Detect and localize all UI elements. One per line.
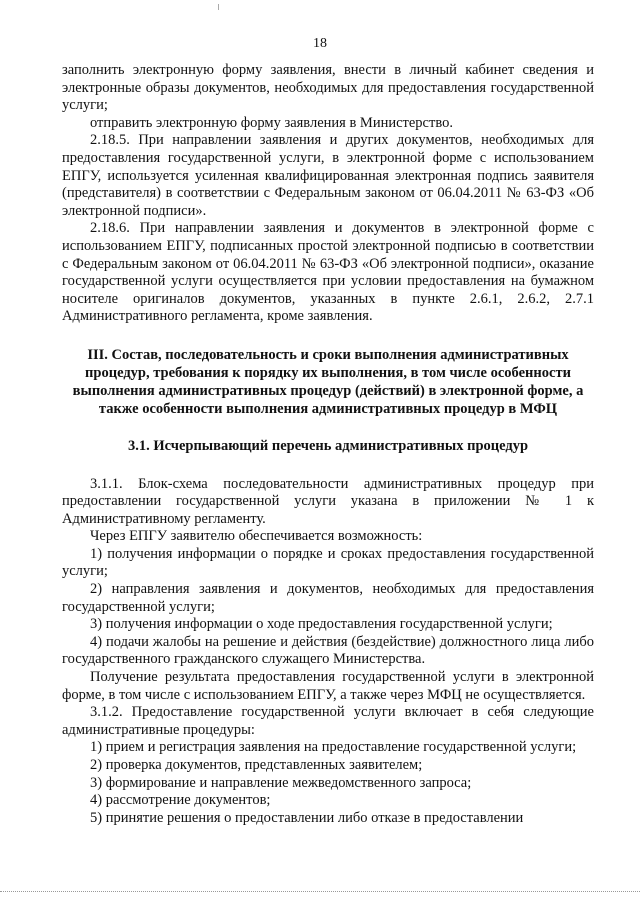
subsection-heading: 3.1. Исчерпывающий перечень административных процедур bbox=[127, 437, 529, 454]
section-heading: III. Состав, последовательность и сроки выполнения административных процедур, требования к порядку их выполнения, в том числе особенности выполнения административных процедур (действий) в электронной форме, а также особенности выполнения административных процедур в МФЦ bbox=[72, 346, 584, 417]
list-item: 5) принятие решения о предоставлении либо отказе в предоставлении bbox=[90, 809, 524, 826]
list-item: 2) направления заявления и документов, необходимых для предоставления государственной услуги; bbox=[62, 581, 594, 615]
paragraph: 3.1.2. Предоставление государственной услуги включает в себя следующие административные процедуры: bbox=[62, 704, 594, 738]
paragraph: 2.18.6. При направлении заявления и документов в электронной форме с использованием ЕПГУ, подписанных простой электронной подписью в соответствии с Федеральным законом от 06.04.2011 № 63-ФЗ «Об электронной подписи», оказание государственной услуги осуществляется при условии предоставления на бумажном носителе оригиналов документов, указанных в пункте 2.6.1, 2.6.2, 2.7.1 Административного регламента, кроме заявления. bbox=[62, 220, 594, 325]
list-item: 4) рассмотрение документов; bbox=[90, 792, 271, 809]
list-item: 1) получения информации о порядке и сроках предоставления государственной услуги; bbox=[62, 545, 594, 580]
list-item: 3) формирование и направление межведомственного запроса; bbox=[90, 774, 472, 791]
paragraph: 3.1.1. Блок-схема последовательности административных процедур при предоставлении государственной услуги указана в приложении № 1 к Административному регламенту. bbox=[62, 475, 594, 527]
paragraph: отправить электронную форму заявления в Министерство. bbox=[90, 114, 453, 131]
scan-mark bbox=[218, 4, 219, 10]
list-item: 2) проверка документов, представленных заявителем; bbox=[90, 757, 423, 773]
paragraph: 2.18.5. При направлении заявления и других документов, необходимых для предоставления государственной услуги, в электронной форме с использованием ЕПГУ, используется усиленная квалифицированная электронная подпись заявителя (представителя) в соответствии с Федеральным законом от 06.04.2011 № 63-ФЗ «Об электронной подписи». bbox=[62, 132, 594, 219]
paragraph: Через ЕПГУ заявителю обеспечивается возможность: bbox=[90, 528, 423, 545]
page-number: 18 bbox=[313, 36, 327, 51]
list-item: 4) подачи жалобы на решение и действия (бездействие) должностного лица либо государственного гражданского служащего Министерства. bbox=[62, 633, 594, 668]
paragraph: заполнить электронную форму заявления, внести в личный кабинет сведения и электронные образы документов, необходимых для предоставления государственной услуги; bbox=[62, 62, 594, 114]
document-body bbox=[62, 62, 594, 827]
paragraph: Получение результата предоставления государственной услуги в электронной форме, в том числе с использованием ЕПГУ, а также через МФЦ не осуществляется. bbox=[62, 669, 594, 703]
list-item: 3) получения информации о ходе предоставления государственной услуги; bbox=[90, 616, 553, 633]
scan-edge-line bbox=[0, 891, 640, 892]
list-item: 1) прием и регистрация заявления на предоставление государственной услуги; bbox=[90, 739, 577, 756]
